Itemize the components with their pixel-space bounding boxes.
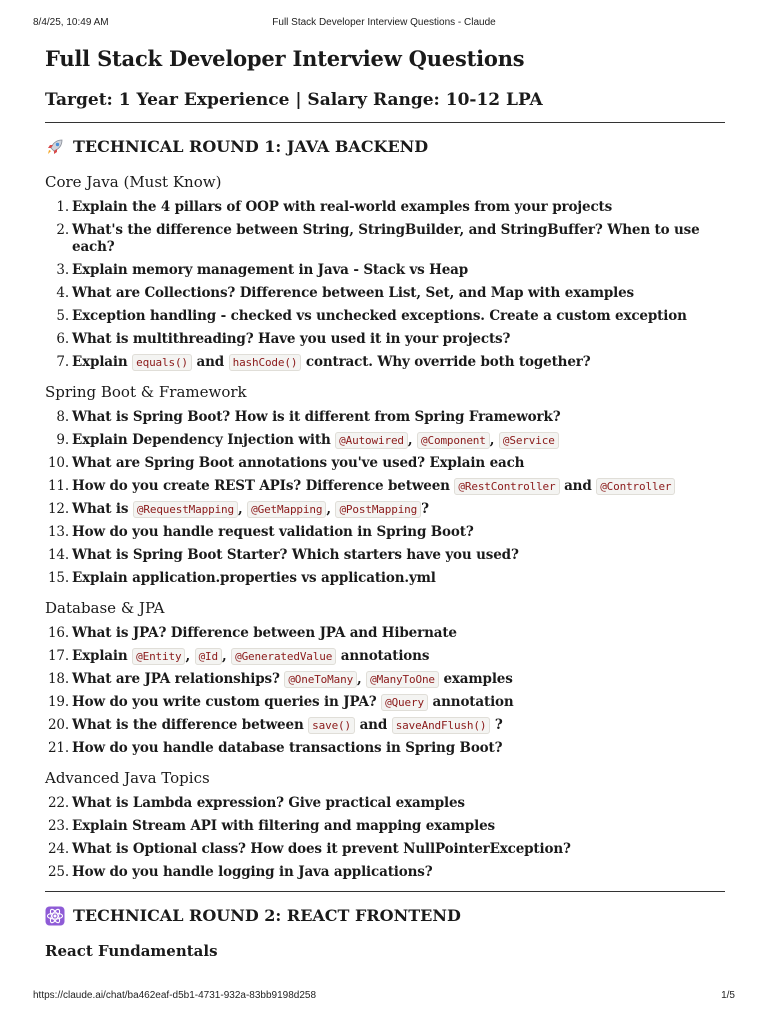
inline-code: @Autowired	[335, 432, 408, 449]
section-heading-spring: Spring Boot & Framework	[45, 383, 247, 401]
question-list-advanced	[45, 795, 725, 881]
document-content	[45, 44, 725, 968]
list-item: 15. Explain application.properties vs application.yml	[47, 570, 436, 586]
list-item: 13. How do you handle request validation in Spring Boot?	[47, 524, 474, 540]
list-item: 6. What is multithreading? Have you used it in your projects?	[56, 331, 511, 347]
list-item: 22. What is Lambda expression? Give practical examples	[47, 795, 465, 811]
inline-code: @Entity	[132, 648, 185, 665]
page-url: https://claude.ai/chat/ba462eaf-d5b1-4731-932a-83bb9198d258	[33, 990, 317, 1001]
round-2-heading	[45, 904, 725, 928]
list-item: 18. What are JPA relationships? @OneToMany , @ManyToOne examples	[47, 671, 513, 687]
round-2-title: TECHNICAL ROUND 2: REACT FRONTEND	[73, 906, 461, 925]
list-item: 7. Explain equals() and hashCode() contract. Why override both together?	[56, 354, 591, 370]
inline-code: hashCode()	[229, 354, 302, 371]
section-heading-advanced: Advanced Java Topics	[45, 769, 210, 787]
rocket-icon	[45, 137, 65, 157]
inline-code: equals()	[132, 354, 192, 371]
print-datetime: 8/4/25, 10:49 AM	[33, 17, 109, 28]
question-list-core-java	[45, 199, 725, 371]
inline-code: @GetMapping	[247, 501, 326, 518]
section-heading-react: React Fundamentals	[45, 942, 218, 960]
list-item: 11. How do you create REST APIs? Difference between @RestController and @Controller	[45, 478, 725, 495]
print-title: Full Stack Developer Interview Questions - Claude	[272, 17, 496, 28]
list-item: 16. What is JPA? Difference between JPA and Hibernate	[47, 625, 457, 641]
list-item: 25. How do you handle logging in Java applications?	[47, 864, 433, 880]
list-item: 12. What is @RequestMapping , @GetMapping , @PostMapping ?	[47, 501, 429, 517]
inline-code: @Controller	[596, 478, 675, 495]
atom-icon	[45, 906, 65, 926]
page-number: 1/5	[721, 990, 735, 1001]
round-1-heading	[45, 135, 725, 159]
list-item: 21. How do you handle database transactions in Spring Boot?	[47, 740, 503, 756]
list-item: 19. How do you write custom queries in JPA? @Query annotation	[47, 694, 514, 710]
inline-code: @Component	[417, 432, 490, 449]
inline-code: @Id	[195, 648, 222, 665]
inline-code: save()	[308, 717, 355, 734]
list-item: 4. What are Collections? Difference between List, Set, and Map with examples	[56, 285, 635, 301]
question-list-jpa	[45, 625, 725, 757]
list-item: 23. Explain Stream API with filtering and mapping examples	[47, 818, 495, 834]
list-item: 20. What is the difference between save() and saveAndFlush() ?	[47, 717, 503, 733]
list-item: 3. Explain memory management in Java - Stack vs Heap	[56, 262, 469, 278]
page-title: Full Stack Developer Interview Questions	[45, 46, 525, 71]
section-heading-core-java: Core Java (Must Know)	[45, 173, 222, 191]
inline-code: saveAndFlush()	[392, 717, 491, 734]
question-list-spring	[45, 409, 725, 587]
page-subtitle: Target: 1 Year Experience | Salary Range: 10-12 LPA	[45, 90, 543, 110]
list-item: 5. Exception handling - checked vs unchecked exceptions. Create a custom exception	[56, 308, 687, 324]
list-item: 17. Explain @Entity , @Id , @GeneratedValue annotations	[47, 648, 430, 664]
print-header	[33, 17, 735, 31]
divider	[45, 122, 725, 123]
list-item: 9. Explain Dependency Injection with @Autowired , @Component , @Service	[45, 432, 725, 449]
list-item: 10. What are Spring Boot annotations you've used? Explain each	[47, 455, 525, 471]
inline-code: @ManyToOne	[366, 671, 439, 688]
divider	[45, 891, 725, 892]
inline-code: @PostMapping	[335, 501, 421, 518]
list-item: 8. What is Spring Boot? How is it different from Spring Framework?	[56, 409, 561, 425]
inline-code: @Query	[381, 694, 428, 711]
list-item: 14. What is Spring Boot Starter? Which starters have you used?	[47, 547, 519, 563]
inline-code: @GeneratedValue	[231, 648, 336, 665]
list-item: 24. What is Optional class? How does it prevent NullPointerException?	[47, 841, 571, 857]
round-1-title: TECHNICAL ROUND 1: JAVA BACKEND	[73, 137, 429, 156]
inline-code: @RestController	[454, 478, 559, 495]
inline-code: @OneToMany	[284, 671, 357, 688]
inline-code: @RequestMapping	[133, 501, 238, 518]
print-footer	[33, 990, 735, 1004]
list-item: 1. Explain the 4 pillars of OOP with real-world examples from your projects	[56, 199, 613, 215]
list-item: 2. What's the difference between String, StringBuilder, and StringBuffer? When to use each?	[56, 222, 700, 255]
section-heading-jpa: Database & JPA	[45, 599, 165, 617]
inline-code: @Service	[499, 432, 559, 449]
